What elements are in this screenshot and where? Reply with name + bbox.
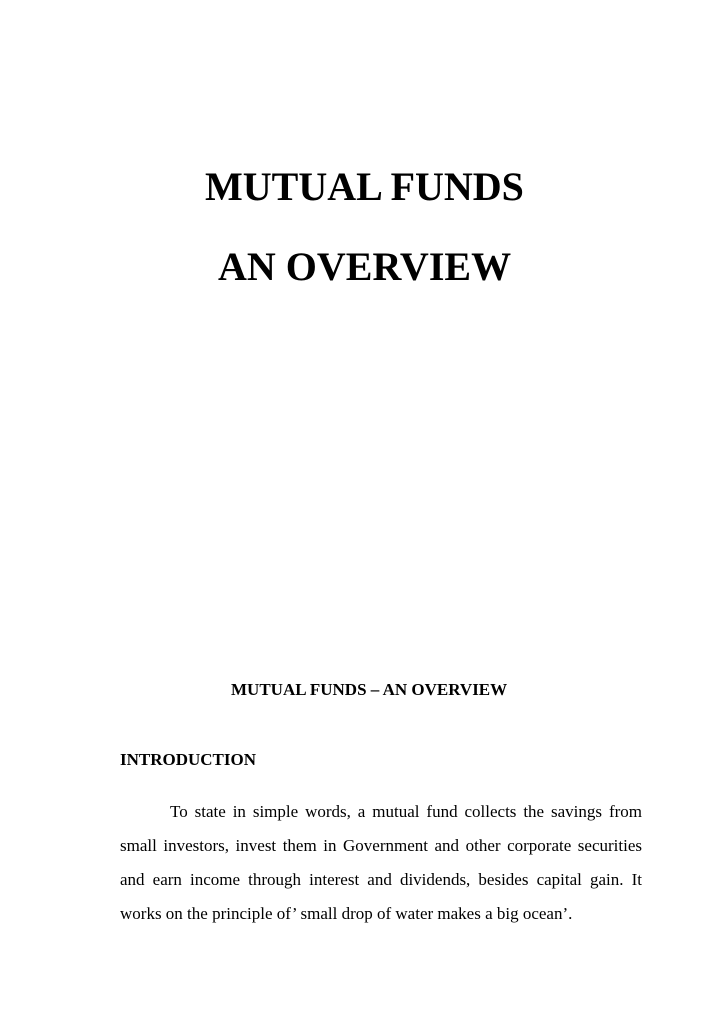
- cover-title-text-1: MUTUAL FUNDS: [205, 164, 524, 209]
- introduction-paragraph: [120, 795, 642, 931]
- introduction-heading: INTRODUCTION: [120, 750, 257, 769]
- section-title: MUTUAL FUNDS – AN OVERVIEW: [231, 680, 508, 699]
- paragraph-line: small investors, invest them in Government and other corporate securities: [120, 836, 642, 855]
- paragraph-line: To state in simple words, a mutual fund collects the savings from: [170, 802, 642, 821]
- paragraph-line: works on the principle of’ small drop of water makes a big ocean’.: [120, 904, 573, 923]
- cover-title-text-2: AN OVERVIEW: [218, 244, 512, 289]
- paragraph-line: and earn income through interest and dividends, besides capital gain. It: [120, 870, 642, 889]
